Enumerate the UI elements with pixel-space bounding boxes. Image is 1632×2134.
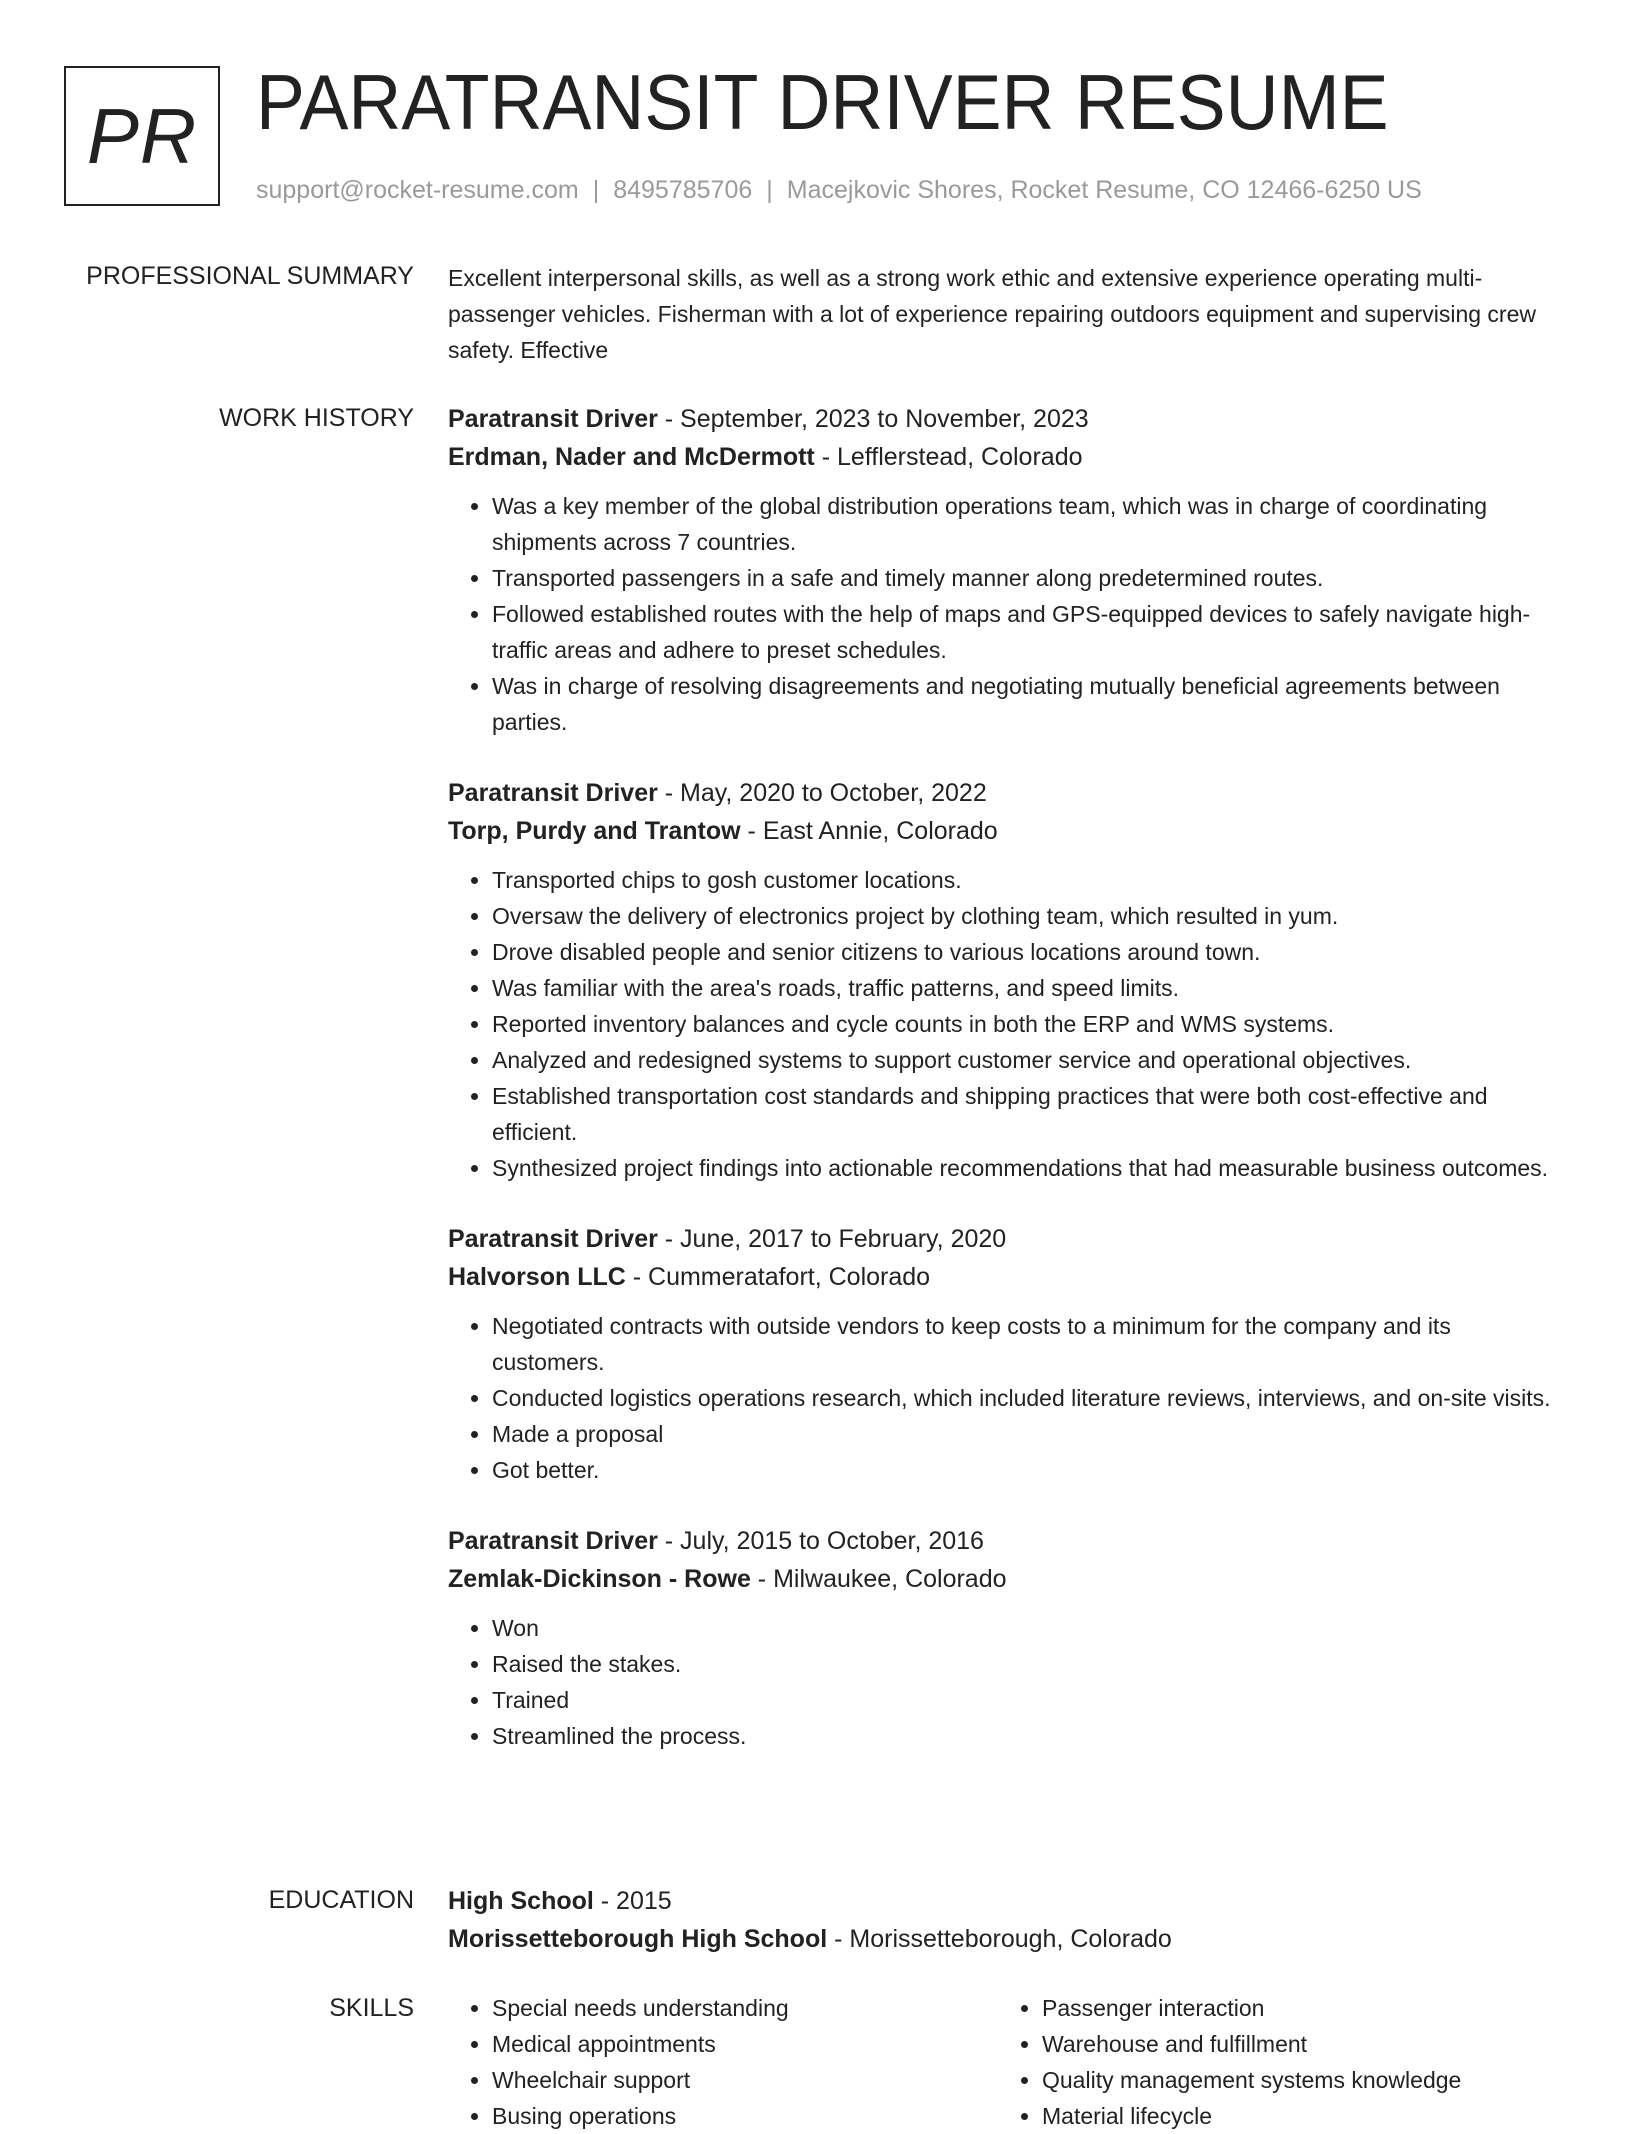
job-bullet: • Won (492, 1610, 1568, 1646)
job-company-line (448, 1560, 1568, 1598)
skill-item: • Wheelchair support (492, 2062, 998, 2098)
job-company-line (448, 1258, 1568, 1296)
job-title: Paratransit Driver (448, 405, 658, 433)
job-company-line (448, 438, 1568, 476)
job-entry (448, 1220, 1568, 1488)
job-company: Halvorson LLC (448, 1263, 626, 1291)
contact-separator: | (766, 176, 773, 204)
education-section (448, 1882, 1568, 1958)
job-bullets (448, 1610, 1568, 1754)
job-title: Paratransit Driver (448, 1527, 658, 1555)
job-title-line (448, 774, 1568, 812)
education-year: - 2015 (593, 1887, 672, 1915)
section-label-work: WORK HISTORY (219, 404, 414, 432)
job-title: Paratransit Driver (448, 779, 658, 807)
job-bullet: • Drove disabled people and senior citizens to various locations around town. (492, 934, 1568, 970)
education-school-line (448, 1920, 1568, 1958)
contact-line (256, 174, 1422, 206)
summary-text: Excellent interpersonal skills, as well as a strong work ethic and extensive experience operating multi-passenger vehicles. Fisherman with a lot of experience repairing outdoors equipment and supervising crew safety. Effective (448, 265, 1536, 363)
skills-column (448, 1990, 998, 2134)
job-bullet: • Was a key member of the global distribution operations team, which was in charge of coordinating shipments across 7 countries. (492, 488, 1568, 560)
skill-item: • Busing operations (492, 2098, 998, 2134)
skill-item: • Warehouse and fulfillment (1042, 2026, 1558, 2062)
job-dates: - September, 2023 to November, 2023 (657, 405, 1089, 433)
job-title-line (448, 400, 1568, 438)
contact-separator: | (592, 176, 600, 204)
job-location: - East Annie, Colorado (740, 817, 998, 845)
job-bullet: • Was familiar with the area's roads, traffic patterns, and speed limits. (492, 970, 1568, 1006)
skills-list (448, 1990, 998, 2134)
resume-title: PARATRANSIT DRIVER RESUME (256, 58, 1389, 146)
skill-item: • Passenger interaction (1042, 1990, 1558, 2026)
job-bullet: • Synthesized project findings into actionable recommendations that had measurable business outcomes. (492, 1150, 1568, 1186)
job-title-line (448, 1522, 1568, 1560)
section-label-skills: SKILLS (329, 1994, 414, 2022)
education-location: - Morissetteborough, Colorado (827, 1925, 1172, 1953)
job-company: Erdman, Nader and McDermott (448, 443, 815, 471)
section-label-summary: PROFESSIONAL SUMMARY (86, 262, 414, 290)
skill-item: • Special needs understanding (492, 1990, 998, 2026)
job-bullet: • Trained (492, 1682, 1568, 1718)
section-label-education: EDUCATION (268, 1886, 414, 1914)
job-bullet: • Made a proposal (492, 1416, 1568, 1452)
job-bullet: • Established transportation cost standards and shipping practices that were both cost-effective and efficient. (492, 1078, 1568, 1150)
job-bullets (448, 488, 1568, 740)
summary-section (448, 260, 1568, 368)
job-bullet: • Got better. (492, 1452, 1568, 1488)
job-title-line (448, 1220, 1568, 1258)
skill-item: • Material lifecycle (1042, 2098, 1558, 2134)
contact-email[interactable]: support@rocket-resume.com (256, 176, 579, 204)
job-bullet: • Conducted logistics operations research, which included literature reviews, interviews, and on-site visits. (492, 1380, 1568, 1416)
skills-column (998, 1990, 1558, 2134)
job-bullet: • Reported inventory balances and cycle counts in both the ERP and WMS systems. (492, 1006, 1568, 1042)
job-bullet: • Raised the stakes. (492, 1646, 1568, 1682)
skills-section (448, 1990, 1568, 2134)
job-bullets (448, 1308, 1568, 1488)
job-entry (448, 774, 1568, 1186)
job-dates: - June, 2017 to February, 2020 (657, 1225, 1007, 1253)
job-bullet: • Transported chips to gosh customer locations. (492, 862, 1568, 898)
education-degree-line (448, 1882, 1568, 1920)
job-location: - Milwaukee, Colorado (750, 1565, 1007, 1593)
job-company: Torp, Purdy and Trantow (448, 817, 741, 845)
job-entry (448, 400, 1568, 740)
education-degree: High School (448, 1887, 594, 1915)
job-company-line (448, 812, 1568, 850)
job-dates: - May, 2020 to October, 2022 (657, 779, 987, 807)
job-location: - Lefflerstead, Colorado (814, 443, 1083, 471)
job-dates: - July, 2015 to October, 2016 (657, 1527, 984, 1555)
contact-address: Macejkovic Shores, Rocket Resume, CO 12466-6250 US (786, 176, 1422, 204)
job-bullet: • Oversaw the delivery of electronics project by clothing team, which resulted in yum. (492, 898, 1568, 934)
skills-list (998, 1990, 1558, 2134)
job-bullet: • Transported passengers in a safe and timely manner along predetermined routes. (492, 560, 1568, 596)
job-bullet: • Was in charge of resolving disagreements and negotiating mutually beneficial agreements between parties. (492, 668, 1568, 740)
job-title: Paratransit Driver (448, 1225, 658, 1253)
job-bullet: • Followed established routes with the help of maps and GPS-equipped devices to safely navigate high-traffic areas and adhere to preset schedules. (492, 596, 1568, 668)
education-school: Morissetteborough High School (448, 1925, 828, 1953)
job-bullet: • Streamlined the process. (492, 1718, 1568, 1754)
job-bullets (448, 862, 1568, 1186)
job-entry (448, 1522, 1568, 1754)
job-bullet: • Negotiated contracts with outside vendors to keep costs to a minimum for the company and its customers. (492, 1308, 1568, 1380)
job-company: Zemlak-Dickinson - Rowe (448, 1565, 751, 1593)
skill-item: • Quality management systems knowledge (1042, 2062, 1558, 2098)
work-history-section (448, 400, 1568, 1788)
contact-phone[interactable]: 8495785706 (613, 176, 753, 204)
job-bullet: • Analyzed and redesigned systems to support customer service and operational objectives. (492, 1042, 1568, 1078)
monogram-logo: PR (64, 66, 220, 206)
job-location: - Cummeratafort, Colorado (625, 1263, 931, 1291)
skill-item: • Medical appointments (492, 2026, 998, 2062)
